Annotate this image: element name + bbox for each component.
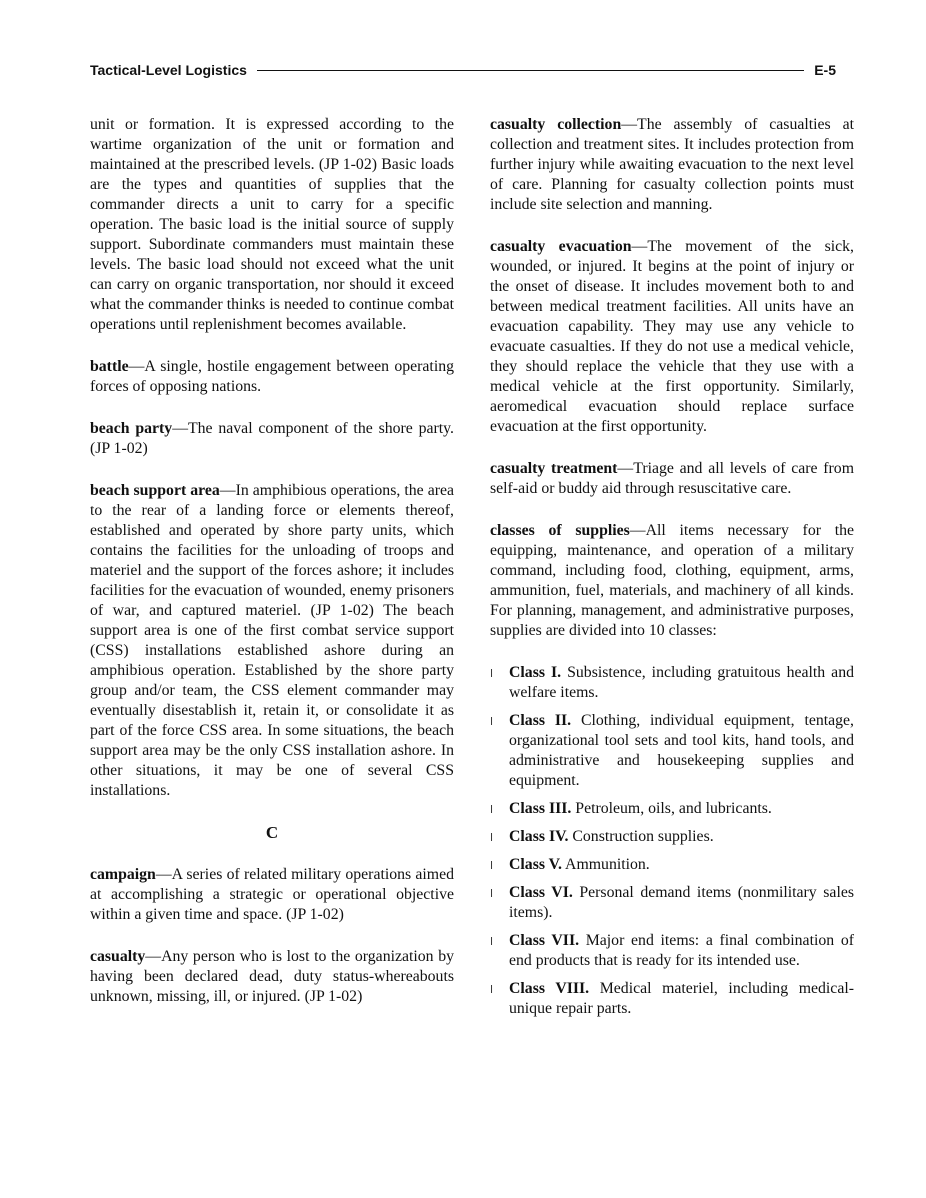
class-description: Construction supplies. [568, 828, 714, 845]
glossary-term: campaign [90, 866, 156, 883]
class-description: Subsistence, including gratuitous health and welfare items. [509, 664, 854, 701]
right-column [490, 115, 854, 1027]
bullet-icon: l [490, 859, 494, 872]
class-name: Class V. [509, 856, 562, 873]
list-item [490, 883, 854, 923]
section-letter: C [265, 823, 279, 842]
page-number: E-5 [814, 62, 836, 78]
glossary-entry-casualty [90, 947, 454, 1007]
list-item [490, 931, 854, 971]
glossary-entry-casualty-treatment [490, 459, 854, 499]
glossary-term: beach support area [90, 482, 220, 499]
continued-paragraph: unit or formation. It is expressed according to the wartime organization of the unit or formation and maintained at the prescribed levels. (JP 1-02) Basic loads are the types and quantities of supplies that the commander directs a unit to carry for a specific operation. The basic load is the initial source of supply support. Subordinate commanders must maintain these levels. The basic load should not exceed what the unit can carry on organic transportation, nor should it exceed what the commander thinks is needed to continue combat operations until replenishment becomes available. [90, 116, 454, 333]
page-header [90, 60, 836, 80]
bullet-icon: l [490, 887, 494, 900]
glossary-term: casualty collection [490, 116, 622, 133]
glossary-term: beach party [90, 420, 173, 437]
bullet-icon: l [490, 715, 494, 728]
class-description: Medical materiel, including medical-unique repair parts. [509, 980, 854, 1017]
header-title: Tactical-Level Logistics [90, 62, 247, 78]
list-item [490, 799, 854, 819]
glossary-term: casualty treatment [490, 460, 618, 477]
glossary-entry-casualty-evacuation [490, 237, 854, 437]
list-item [490, 711, 854, 791]
glossary-definition: —Triage and all levels of care from self-aid or buddy aid through resuscitative care. [490, 460, 854, 497]
glossary-definition: —The movement of the sick, wounded, or injured. It begins at the point of injury or the onset of disease. It includes movement both to and between medical treatment facilities. All units have an evacuation capability. They may use any vehicle to evacuate casualties. If they do not use a medical vehicle, they should replace the vehicle that they use with a medical vehicle at the first opportunity. Similarly, aeromedical evacuation should replace surface evacuation at the first opportunity. [490, 238, 854, 435]
list-item [490, 979, 854, 1019]
class-name: Class IV. [509, 828, 569, 845]
glossary-entry-classes-of-supplies [490, 521, 854, 641]
class-name: Class I. [509, 664, 562, 681]
glossary-term: classes of supplies [490, 522, 630, 539]
class-name: Class VIII. [509, 980, 590, 997]
bullet-icon: l [490, 935, 494, 948]
glossary-definition: —A series of related military operations aimed at accomplishing a strategic or operational objective within a given time and space. (JP 1-02) [90, 866, 454, 923]
list-item [490, 855, 854, 875]
supply-classes-list [490, 663, 854, 1019]
glossary-term: battle [90, 358, 129, 375]
header-rule [257, 70, 804, 71]
class-description: Petroleum, oils, and lubricants. [571, 800, 772, 817]
class-description: Major end items: a final combination of end products that is ready for its intended use. [509, 932, 854, 969]
glossary-entry-beach-party [90, 419, 454, 459]
glossary-definition: —Any person who is lost to the organization by having been declared dead, duty status-whereabouts unknown, missing, ill, or injured. (JP 1-02) [90, 948, 454, 1005]
glossary-definition: —In amphibious operations, the area to the rear of a landing force or elements thereof, established and operated by shore party units, which contains the facilities for the unloading of troops and materiel and the support of the forces ashore; it includes facilities for the evacuation of wounded, enemy prisoners of war, and captured materiel. (JP 1-02) The beach support area is one of the first combat service support (CSS) installations established ashore during an amphibious operation. Established by the shore party group and/or team, the CSS element commander may eventually disestablish it, retain it, or consolidate it as part of the force CSS area. In some situations, the beach support area may be the only CSS installation ashore. In other situations, it may be one of several CSS installations. [90, 482, 454, 799]
class-name: Class VI. [509, 884, 573, 901]
glossary-entry-campaign [90, 865, 454, 925]
glossary-term: casualty evacuation [490, 238, 632, 255]
class-description: Clothing, individual equipment, tentage, organizational tool sets and tool kits, hand tools, and administrative and housekeeping supplies and equipment. [509, 712, 854, 789]
left-column [90, 115, 454, 1029]
bullet-icon: l [490, 831, 494, 844]
class-description: Personal demand items (nonmilitary sales items). [509, 884, 854, 921]
list-item [490, 663, 854, 703]
glossary-entry-casualty-collection [490, 115, 854, 215]
glossary-definition: —The assembly of casualties at collection and treatment sites. It includes protection from further injury while awaiting evacuation to the next level of care. Planning for casualty collection points must include site selection and manning. [490, 116, 854, 213]
glossary-definition: —The naval component of the shore party. (JP 1-02) [90, 420, 454, 457]
glossary-definition: —All items necessary for the equipping, maintenance, and operation of a military command, including food, clothing, equipment, arms, ammunition, fuel, materials, and machinery of all kinds. For planning, management, and administrative purposes, supplies are divided into 10 classes: [490, 522, 854, 639]
bullet-icon: l [490, 983, 494, 996]
glossary-term: casualty [90, 948, 146, 965]
list-item [490, 827, 854, 847]
class-name: Class II. [509, 712, 572, 729]
class-name: Class III. [509, 800, 572, 817]
bullet-icon: l [490, 667, 494, 680]
glossary-entry-beach-support-area [90, 481, 454, 801]
glossary-definition: —A single, hostile engagement between operating forces of opposing nations. [90, 358, 454, 395]
class-description: Ammunition. [561, 856, 650, 873]
glossary-entry-battle [90, 357, 454, 397]
bullet-icon: l [490, 803, 494, 816]
class-name: Class VII. [509, 932, 580, 949]
